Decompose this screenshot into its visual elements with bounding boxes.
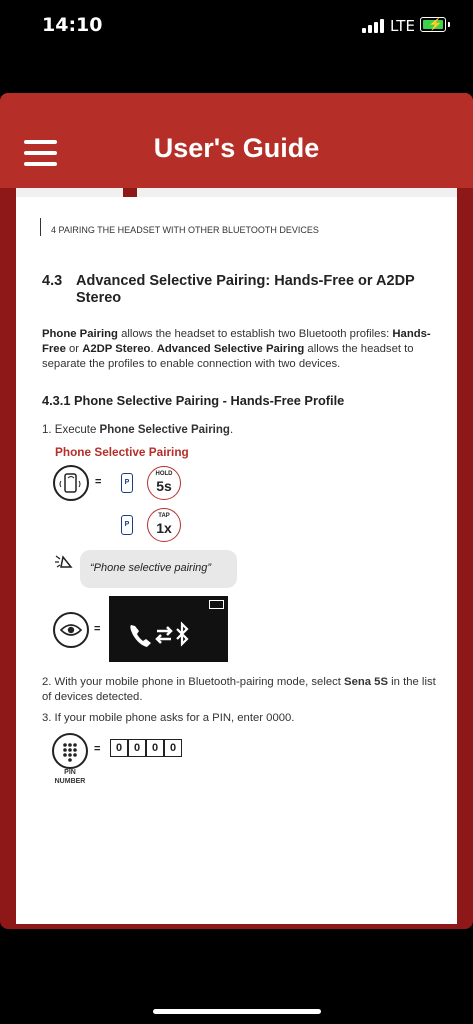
eye-icon [53,612,89,648]
page-title: User's Guide [153,133,320,163]
pin-label-line: NUMBER [54,778,86,785]
speaker-icon [53,552,77,572]
para-bold: Phone Pairing [42,328,118,340]
headset-display [109,596,228,662]
pin-number-label [48,768,92,786]
para-bold: A2DP Stereo [82,343,151,355]
battery-charging-icon: ⚡ [420,17,446,32]
pin-digit: 0 [110,739,128,757]
tap-label: TAP [158,513,170,519]
pin-label-line: PIN [64,769,76,776]
step-bold: Sena 5S [344,676,389,688]
running-header: 4 PAIRING THE HEADSET WITH OTHER BLUETOOTH DEVICES [40,218,319,236]
para-text: allows the headset to establish two Bluetooth profiles: [117,328,393,340]
equals-sign: = [94,623,101,635]
para-bold: Hands-Free [42,328,431,355]
p-button-icon: P [121,515,133,535]
step-text: 1. Execute [42,424,100,436]
step-text: in the list of devices detected. [42,676,436,703]
step-text: . [229,424,234,436]
network-type: LTE [390,17,415,35]
p-button-icon: P [121,473,133,493]
keypad-icon [52,733,88,769]
hold-label: HOLD [155,471,173,477]
status-bar [0,0,473,52]
para-text: or [65,343,83,355]
para-text: allows the headset to separate the profiles to enable connection with two devices. [42,343,414,370]
voice-prompt-text: “Phone selective pairing” [90,562,212,574]
battery-icon [209,600,224,609]
pin-digit: 0 [164,739,182,757]
section-title: Advanced Selective Pairing: Hands-Free or A2DP Stereo [76,273,415,306]
phone-bluetooth-icon [127,621,207,651]
section-number: 4.3 [42,273,63,289]
step-1 [42,424,233,436]
equals-sign: = [94,743,101,755]
intro-paragraph [42,327,437,372]
hold-5s-icon [147,466,181,500]
home-indicator[interactable] [153,1009,321,1014]
tap-1x-icon [147,508,181,542]
subsection-heading: 4.3.1 Phone Selective Pairing - Hands-Free Profile [42,393,345,408]
tap-value: 1x [156,520,172,536]
step-3: 3. If your mobile phone asks for a PIN, enter 0000. [42,712,295,724]
para-text: . [150,343,157,355]
page-edge [16,188,457,197]
procedure-label: Phone Selective Pairing [55,445,189,459]
para-bold: Advanced Selective Pairing [156,343,305,355]
hold-value: 5s [156,478,172,494]
signal-icon [362,19,384,33]
phone-pairing-icon [53,465,89,501]
step-2 [42,675,442,705]
pin-digit: 0 [146,739,164,757]
step-bold: Phone Selective Pairing [99,424,230,436]
equals-sign: = [95,476,102,488]
pin-digit: 0 [128,739,146,757]
step-text: 2. With your mobile phone in Bluetooth-pairing mode, select [42,676,345,688]
voice-prompt-bubble [80,550,237,588]
status-time: 14:10 [42,14,103,36]
